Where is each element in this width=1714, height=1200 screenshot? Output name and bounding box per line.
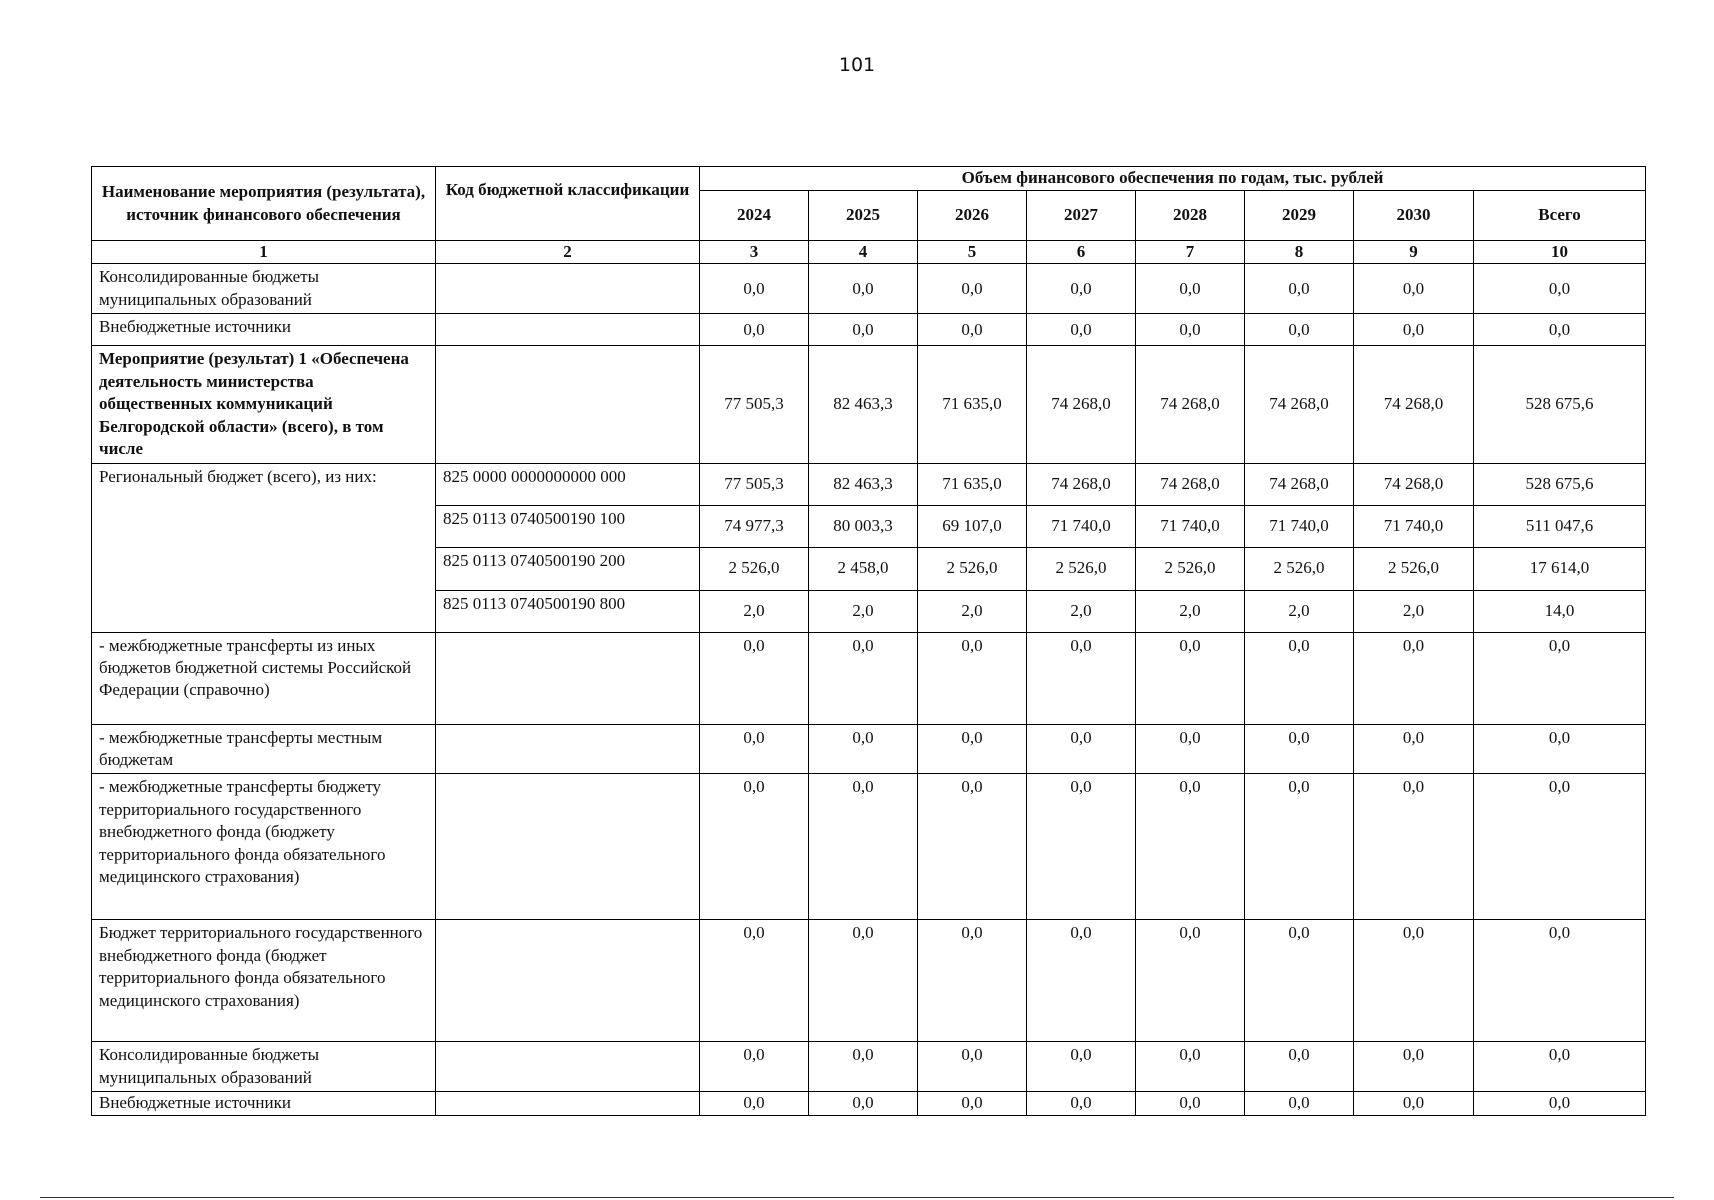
table-row [92,1092,1646,1115]
value-cell: 0,0 [918,314,1027,346]
value-cell: 2 526,0 [700,547,809,590]
value-cell: 2,0 [1245,590,1354,632]
header-year: 2025 [809,191,918,241]
table-row [92,314,1646,346]
header-total: Всего [1474,191,1646,241]
value-cell: 0,0 [1027,1092,1136,1115]
value-cell: 0,0 [1027,774,1136,920]
column-index: 8 [1245,241,1354,264]
value-cell: 0,0 [809,724,918,774]
table-row [92,920,1646,1042]
value-cell: 0,0 [918,1092,1027,1115]
value-cell: 74 268,0 [1136,346,1245,463]
value-cell: 0,0 [1245,1092,1354,1115]
value-cell: 71 635,0 [918,463,1027,505]
value-cell: 0,0 [1474,1092,1646,1115]
header-year: 2026 [918,191,1027,241]
value-cell: 0,0 [700,920,809,1042]
value-cell: 2,0 [1027,590,1136,632]
budget-code: 825 0000 0000000000 000 [436,463,700,505]
value-cell: 82 463,3 [809,346,918,463]
table-row [92,463,1646,505]
value-cell: 2,0 [809,590,918,632]
value-cell: 0,0 [918,632,1027,724]
header-year: 2030 [1354,191,1474,241]
header-year: 2028 [1136,191,1245,241]
value-cell: 0,0 [809,632,918,724]
row-name: Бюджет территориального государственного внебюджетного фонда (бюджет территориального фонда обязательного медицинского страхования) [92,920,436,1042]
value-cell: 0,0 [1354,632,1474,724]
value-cell: 0,0 [1136,1042,1245,1092]
value-cell: 80 003,3 [809,505,918,547]
value-cell: 0,0 [700,1092,809,1115]
table-row [92,774,1646,920]
value-cell: 0,0 [1136,314,1245,346]
value-cell: 82 463,3 [809,463,918,505]
header-row-top [92,167,1646,191]
row-name: Внебюджетные источники [92,1092,436,1115]
value-cell: 0,0 [700,632,809,724]
value-cell: 0,0 [1474,264,1646,314]
header-year: 2029 [1245,191,1354,241]
value-cell: 71 740,0 [1027,505,1136,547]
value-cell: 0,0 [1474,1042,1646,1092]
column-index: 9 [1354,241,1474,264]
header-volume: Объем финансового обеспечения по годам, тыс. рублей [700,167,1646,191]
value-cell: 2,0 [1354,590,1474,632]
value-cell: 71 740,0 [1245,505,1354,547]
value-cell: 2,0 [700,590,809,632]
value-cell: 14,0 [1474,590,1646,632]
value-cell: 2 526,0 [1136,547,1245,590]
value-cell: 0,0 [1474,920,1646,1042]
value-cell: 0,0 [918,920,1027,1042]
header-code: Код бюджетной классификации [436,167,700,241]
row-name: - межбюджетные трансферты из иных бюджетов бюджетной системы Российской Федерации (справочно) [92,632,436,724]
value-cell: 0,0 [700,264,809,314]
value-cell: 0,0 [1027,1042,1136,1092]
value-cell: 74 977,3 [700,505,809,547]
value-cell: 0,0 [1136,774,1245,920]
budget-code: 825 0113 0740500190 800 [436,590,700,632]
column-index: 5 [918,241,1027,264]
value-cell: 74 268,0 [1027,346,1136,463]
value-cell: 0,0 [1354,920,1474,1042]
value-cell: 0,0 [1245,632,1354,724]
column-index: 6 [1027,241,1136,264]
row-code [436,1042,700,1092]
value-cell: 0,0 [1474,314,1646,346]
value-cell: 0,0 [809,920,918,1042]
value-cell: 71 740,0 [1136,505,1245,547]
value-cell: 0,0 [1354,1092,1474,1115]
value-cell: 0,0 [1354,264,1474,314]
value-cell: 0,0 [1354,724,1474,774]
value-cell: 0,0 [1136,1092,1245,1115]
budget-code: 825 0113 0740500190 100 [436,505,700,547]
row-code [436,724,700,774]
value-cell: 0,0 [1474,632,1646,724]
value-cell: 69 107,0 [918,505,1027,547]
value-cell: 2 526,0 [1027,547,1136,590]
column-index: 1 [92,241,436,264]
value-cell: 0,0 [1136,632,1245,724]
value-cell: 2,0 [918,590,1027,632]
value-cell: 0,0 [1354,1042,1474,1092]
value-cell: 528 675,6 [1474,463,1646,505]
value-cell: 0,0 [1354,774,1474,920]
value-cell: 0,0 [809,264,918,314]
header-year: 2027 [1027,191,1136,241]
value-cell: 77 505,3 [700,463,809,505]
value-cell: 0,0 [918,264,1027,314]
row-code [436,346,700,463]
column-index: 10 [1474,241,1646,264]
row-code [436,774,700,920]
value-cell: 0,0 [1245,920,1354,1042]
value-cell: 528 675,6 [1474,346,1646,463]
table-row [92,346,1646,463]
value-cell: 0,0 [1027,264,1136,314]
value-cell: 17 614,0 [1474,547,1646,590]
header-name: Наименование мероприятия (результата), источник финансового обеспечения [92,167,436,241]
value-cell: 2 526,0 [918,547,1027,590]
value-cell: 0,0 [1474,724,1646,774]
value-cell: 74 268,0 [1027,463,1136,505]
value-cell: 0,0 [1027,724,1136,774]
value-cell: 511 047,6 [1474,505,1646,547]
value-cell: 0,0 [1245,724,1354,774]
value-cell: 0,0 [1245,1042,1354,1092]
row-code [436,264,700,314]
budget-table [91,166,1646,1116]
row-name: Региональный бюджет (всего), из них: [92,463,436,632]
value-cell: 0,0 [809,1042,918,1092]
value-cell: 0,0 [809,774,918,920]
value-cell: 74 268,0 [1354,346,1474,463]
value-cell: 0,0 [1354,314,1474,346]
value-cell: 71 740,0 [1354,505,1474,547]
value-cell: 74 268,0 [1245,463,1354,505]
value-cell: 2 458,0 [809,547,918,590]
value-cell: 0,0 [700,1042,809,1092]
row-code [436,920,700,1042]
row-name: Внебюджетные источники [92,314,436,346]
activity-name: Мероприятие (результат) 1 «Обеспечена деятельность министерства общественных коммуникаций Белгородской области» (всего), в том числе [92,346,436,463]
table-row [92,1042,1646,1092]
value-cell: 0,0 [918,774,1027,920]
row-name: Консолидированные бюджеты муниципальных образований [92,264,436,314]
row-code [436,1092,700,1115]
value-cell: 71 635,0 [918,346,1027,463]
value-cell: 0,0 [1245,314,1354,346]
value-cell: 0,0 [1245,774,1354,920]
value-cell: 74 268,0 [1245,346,1354,463]
value-cell: 0,0 [700,724,809,774]
column-index: 7 [1136,241,1245,264]
value-cell: 0,0 [700,774,809,920]
value-cell: 0,0 [700,314,809,346]
column-index: 3 [700,241,809,264]
column-index: 4 [809,241,918,264]
column-index: 2 [436,241,700,264]
value-cell: 74 268,0 [1136,463,1245,505]
value-cell: 77 505,3 [700,346,809,463]
value-cell: 0,0 [1027,920,1136,1042]
value-cell: 0,0 [1027,314,1136,346]
value-cell: 2,0 [1136,590,1245,632]
value-cell: 2 526,0 [1354,547,1474,590]
budget-code: 825 0113 0740500190 200 [436,547,700,590]
row-code [436,632,700,724]
footer-rule [40,1197,1674,1198]
value-cell: 0,0 [918,724,1027,774]
value-cell: 0,0 [918,1042,1027,1092]
row-name: - межбюджетные трансферты бюджету территориального государственного внебюджетного фонда (бюджету территориального фонда обязательного медицинского страхования) [92,774,436,920]
value-cell: 0,0 [1136,920,1245,1042]
value-cell: 0,0 [809,314,918,346]
column-index-row [92,241,1646,264]
value-cell: 0,0 [1136,264,1245,314]
page-number: 101 [838,54,876,76]
table-row [92,632,1646,724]
value-cell: 0,0 [1474,774,1646,920]
row-name: - межбюджетные трансферты местным бюджетам [92,724,436,774]
value-cell: 2 526,0 [1245,547,1354,590]
row-code [436,314,700,346]
table-row [92,724,1646,774]
value-cell: 0,0 [1245,264,1354,314]
row-name: Консолидированные бюджеты муниципальных образований [92,1042,436,1092]
table-row [92,264,1646,314]
value-cell: 0,0 [1136,724,1245,774]
header-year: 2024 [700,191,809,241]
value-cell: 74 268,0 [1354,463,1474,505]
value-cell: 0,0 [1027,632,1136,724]
value-cell: 0,0 [809,1092,918,1115]
